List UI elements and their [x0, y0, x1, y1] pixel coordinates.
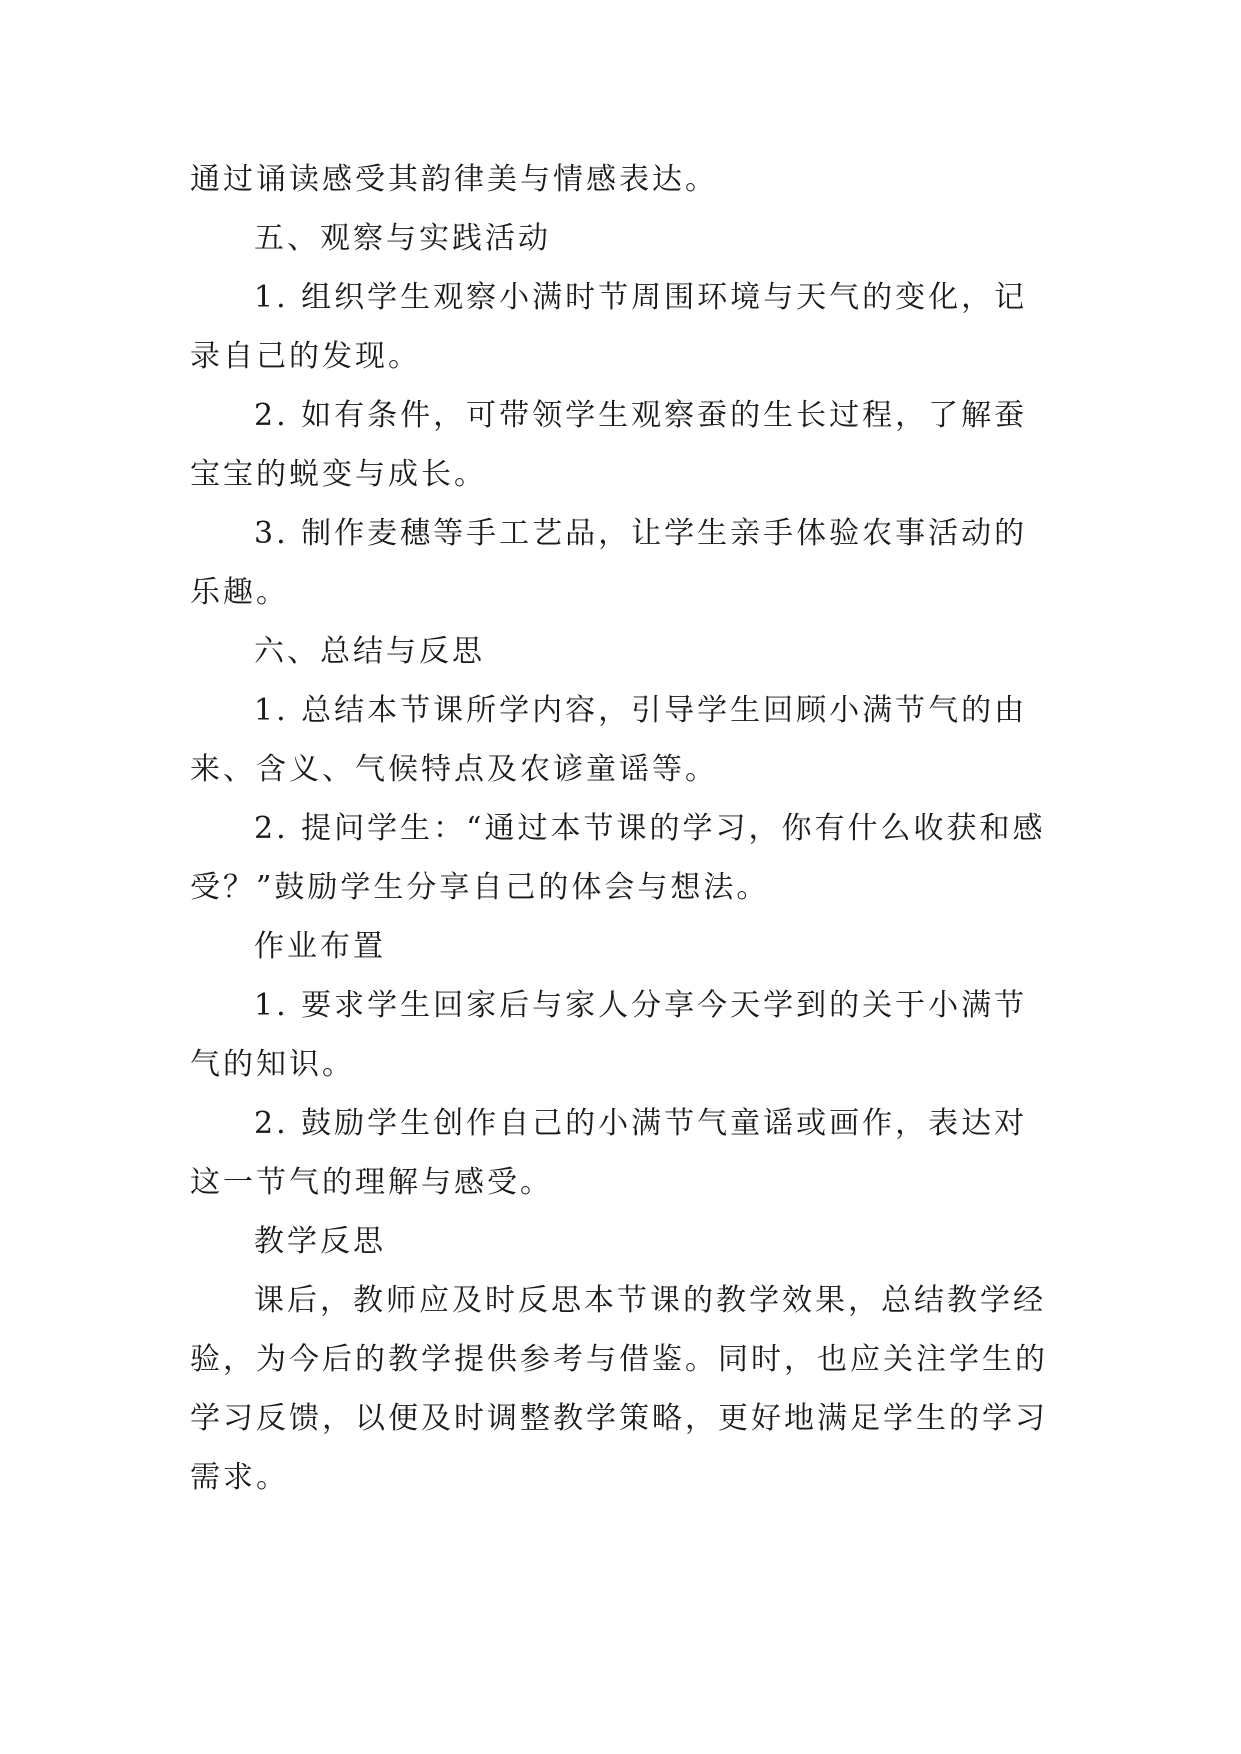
text-line: 1. 总结本节课所学内容，引导学生回顾小满节气的由 — [254, 693, 1028, 728]
text-line: 2. 提问学生：“通过本节课的学习，你有什么收获和感 — [254, 811, 1046, 846]
text-line: 宝宝的蜕变与成长。 — [190, 457, 487, 492]
text-line: 3. 制作麦穗等手工艺品，让学生亲手体验农事活动的 — [254, 516, 1028, 551]
text-line: 来、含义、气候特点及农谚童谣等。 — [190, 752, 718, 787]
text-line: 2. 如有条件，可带领学生观察蚕的生长过程，了解蚕 — [254, 398, 1028, 433]
text-line: 学习反馈，以便及时调整教学策略，更好地满足学生的学习 — [190, 1401, 1048, 1436]
section-heading: 作业布置 — [254, 929, 386, 964]
text-line: 需求。 — [190, 1460, 289, 1495]
text-line: 这一节气的理解与感受。 — [190, 1165, 553, 1200]
section-heading: 六、总结与反思 — [254, 634, 485, 669]
text-line: 通过诵读感受其韵律美与情感表达。 — [190, 162, 718, 197]
text-line: 录自己的发现。 — [190, 339, 421, 374]
text-line: 1. 组织学生观察小满时节周围环境与天气的变化，记 — [254, 280, 1028, 315]
document-body — [190, 150, 1052, 1507]
text-line: 验，为今后的教学提供参考与借鉴。同时，也应关注学生的 — [190, 1342, 1048, 1377]
text-line: 乐趣。 — [190, 575, 289, 610]
text-line: 课后，教师应及时反思本节课的教学效果，总结教学经 — [254, 1283, 1046, 1318]
text-line: 2. 鼓励学生创作自己的小满节气童谣或画作，表达对 — [254, 1106, 1028, 1141]
section-heading: 教学反思 — [254, 1224, 386, 1259]
text-line: 受？”鼓励学生分享自己的体会与想法。 — [190, 870, 770, 905]
text-line: 1. 要求学生回家后与家人分享今天学到的关于小满节 — [254, 988, 1028, 1023]
text-line: 气的知识。 — [190, 1047, 355, 1082]
section-heading: 五、观察与实践活动 — [254, 221, 551, 256]
